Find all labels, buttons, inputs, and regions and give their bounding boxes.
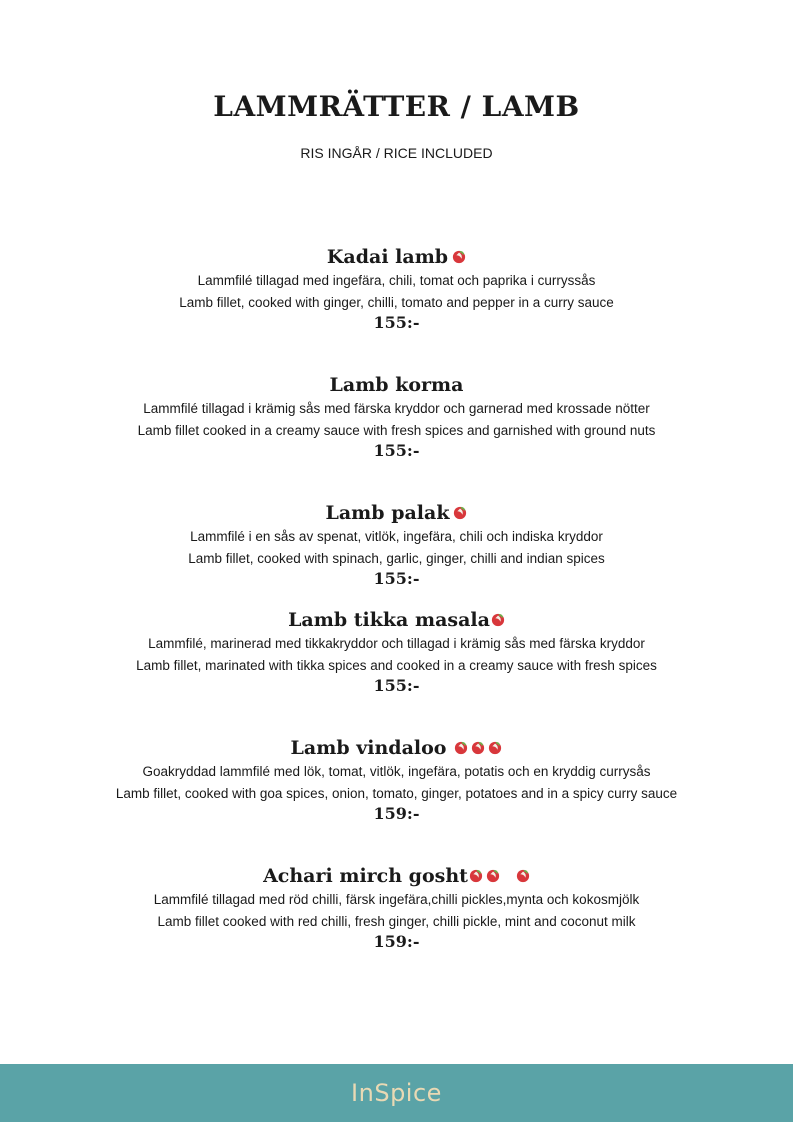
dish-price: 159:- [373,804,420,823]
menu-item [0,244,793,333]
spice-level [453,506,467,520]
dish-description-en: Lamb fillet cooked with red chilli, fresh ginger, chilli pickle, mint and coconut milk [157,913,636,929]
dish-description-sv: Lammfilé, marinerad med tikkakryddor och tillagad i krämig sås med färska kryddor [148,636,645,651]
dish-description-sv: Lammfilé tillagad med röd chilli, färsk ingefära,chilli pickles,mynta och kokosmjölk [153,892,640,907]
spice-level [469,869,530,883]
menu-item [0,372,793,461]
page-title: LAMMRÄTTER / LAMB [213,90,580,123]
dish-description-en: Lamb fillet, marinated with tikka spices and cooked in a creamy sauce with fresh spices [136,657,657,673]
menu-item [0,500,793,589]
chili-icon [452,250,466,264]
page-subtitle: RIS INGÅR / RICE INCLUDED [300,145,493,161]
dish-price: 155:- [373,441,420,460]
dish-price: 155:- [373,313,420,332]
chili-icon [516,869,530,883]
dish-description-sv: Goakryddad lammfilé med lök, tomat, vitlök, ingefära, potatis och en kryddig currysås [142,764,651,779]
footer-bar [0,1064,793,1122]
dish-description-sv: Lammfilé i en sås av spenat, vitlök, ingefära, chili och indiska kryddor [190,529,603,544]
spice-level [491,613,505,627]
dish-name: Lamb palak [325,502,450,524]
dish-price: 155:- [373,676,420,695]
menu-item [0,863,793,952]
dish-name: Achari mirch gosht [263,865,468,887]
menu-item [0,735,793,824]
dish-name: Lamb vindaloo [290,737,447,759]
chili-icon [488,741,502,755]
dish-name: Lamb korma [329,374,464,396]
brand-logo: InSpice [351,1079,442,1107]
chili-icon [454,741,468,755]
dish-description-en: Lamb fillet cooked in a creamy sauce with fresh spices and garnished with ground nuts [137,422,656,438]
dish-description-en: Lamb fillet, cooked with ginger, chilli, tomato and pepper in a curry sauce [179,294,614,310]
dish-description-en: Lamb fillet, cooked with spinach, garlic, ginger, chilli and indian spices [188,550,605,566]
chili-icon [469,869,483,883]
menu-item [0,607,793,696]
chili-icon [491,613,505,627]
dish-description-sv: Lammfilé tillagad i krämig sås med färska kryddor och garnerad med krossade nötter [143,401,650,416]
dish-description-sv: Lammfilé tillagad med ingefära, chili, tomat och paprika i curryssås [197,273,596,288]
spice-level [454,741,502,755]
dish-price: 155:- [373,569,420,588]
chili-icon [453,506,467,520]
dish-name: Kadai lamb [326,246,449,268]
dish-price: 159:- [373,932,420,951]
dish-description-en: Lamb fillet, cooked with goa spices, onion, tomato, ginger, potatoes and in a spicy curry sauce [115,785,678,801]
chili-icon [486,869,500,883]
dish-name: Lamb tikka masala [288,609,490,631]
spice-level [452,250,466,264]
chili-icon [471,741,485,755]
